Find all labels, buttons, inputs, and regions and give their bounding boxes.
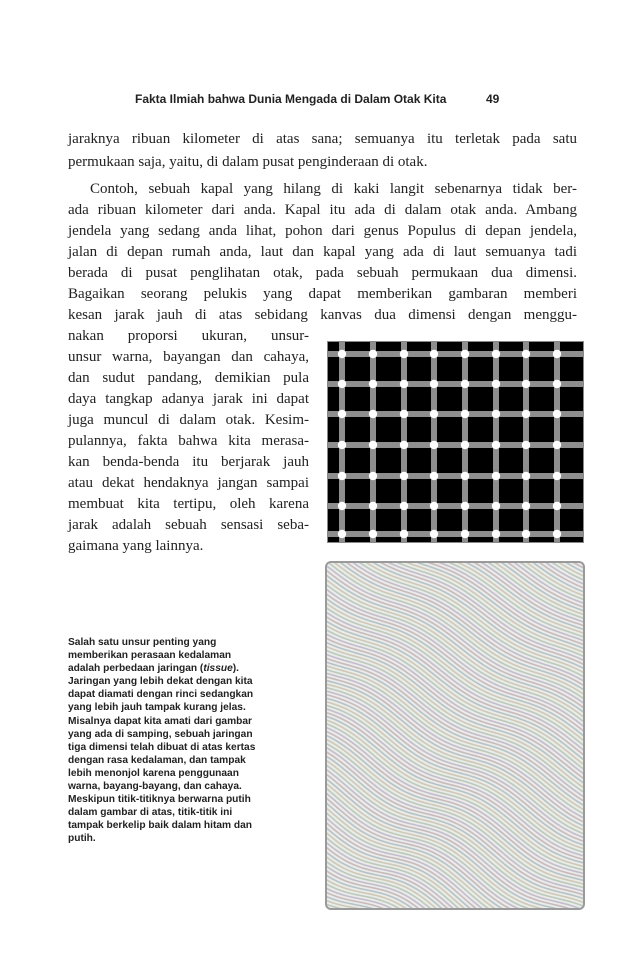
grid-dot: [492, 441, 500, 449]
body-line: gaimana yang lainnya.: [68, 538, 204, 554]
body-line: juga muncul di dalam otak. Kesim-: [68, 412, 309, 428]
body-line: atau dekat hendaknya jangan sampai: [68, 475, 309, 491]
grid-dot: [430, 380, 438, 388]
caption-line: Jaringan yang lebih dekat dengan kita: [68, 676, 253, 688]
body-line: nakan proporsi ukuran, unsur-: [68, 328, 309, 344]
grid-dot: [553, 380, 561, 388]
body-line: daya tangkap adanya jarak ini dapat: [68, 391, 309, 407]
grid-dot: [553, 350, 561, 358]
body-line: jarak adalah sebuah sensasi seba-: [68, 517, 309, 533]
grid-dot: [338, 502, 346, 510]
body-line: unsur warna, bayangan dan cahaya,: [68, 349, 309, 365]
grid-dot: [461, 350, 469, 358]
grid-dot: [522, 350, 530, 358]
caption-line: memberikan perasaan kedalaman: [68, 650, 232, 662]
grid-dot: [522, 530, 530, 538]
grid-illusion-graphic: [328, 342, 583, 542]
caption-line: warna, bayang-bayang, dan cahaya.: [68, 781, 242, 793]
grid-horizontal-line: [328, 473, 583, 479]
grid-dot: [338, 350, 346, 358]
grid-dot: [400, 472, 408, 480]
grid-dot: [492, 472, 500, 480]
header-title: Fakta Ilmiah bahwa Dunia Mengada di Dalam Otak Kita: [135, 92, 447, 106]
grid-dot: [430, 441, 438, 449]
wave-texture-graphic: [327, 563, 583, 908]
grid-dot: [492, 380, 500, 388]
wave-stroke: [327, 674, 583, 826]
body-line: berada di pusat penglihatan otak, pada sebuah permukaan dua dimensi.: [68, 265, 577, 281]
page-number: 49: [486, 92, 500, 106]
grid-dot: [492, 410, 500, 418]
grid-dot: [400, 380, 408, 388]
caption-text: adalah perbedaan jaringan (: [68, 663, 204, 675]
caption-line: dapat diamati dengan rinci sedangkan: [68, 689, 254, 701]
grid-dot: [430, 410, 438, 418]
grid-dot: [369, 350, 377, 358]
caption-line: dalam gambar di atas, titik-titik ini: [68, 807, 233, 819]
grid-dot: [461, 380, 469, 388]
caption-line: Salah satu unsur penting yang: [68, 637, 217, 648]
caption-line: Meskipun titik-titiknya berwarna putih: [68, 794, 251, 806]
caption-line: [68, 662, 290, 675]
grid-dot: [522, 441, 530, 449]
body-line: membuat kita tertipu, oleh karena: [68, 496, 309, 512]
grid-dot: [553, 530, 561, 538]
grid-dot: [553, 502, 561, 510]
body-line: jendela yang sedang anda lihat, pohon dari genus Populus di depan jendela,: [68, 223, 577, 239]
grid-dot: [553, 441, 561, 449]
body-line: permukaan saja, yaitu, di dalam pusat penginderaan di otak.: [68, 154, 428, 170]
grid-dot: [338, 380, 346, 388]
wave-stroke: [327, 670, 583, 822]
caption-line: tiga dimensi telah dibuat di atas kertas: [68, 741, 256, 753]
grid-horizontal-line: [328, 411, 583, 417]
grid-dot: [461, 441, 469, 449]
grid-dot: [369, 472, 377, 480]
body-line: jaraknya ribuan kilometer di atas sana; semuanya itu terletak pada satu: [68, 131, 577, 147]
grid-dot: [553, 472, 561, 480]
body-line: kesan jarak jauh di atas sebidang kanvas dua dimensi dengan menggu-: [68, 307, 577, 323]
grid-dot: [338, 410, 346, 418]
body-line: Contoh, sebuah kapal yang hilang di kaki langit sebenarnya tidak ber-: [90, 181, 577, 197]
grid-horizontal-line: [328, 503, 583, 509]
caption-line: yang ada di samping, sebuah jaringan: [68, 728, 253, 740]
grid-dot: [369, 410, 377, 418]
grid-dot: [461, 502, 469, 510]
grid-horizontal-line: [328, 442, 583, 448]
body-line: ada ribuan kilometer dari anda. Kapal itu ada di dalam otak anda. Ambang: [68, 202, 577, 218]
grid-dot: [338, 441, 346, 449]
grid-dot: [400, 410, 408, 418]
grid-dot: [522, 472, 530, 480]
caption-line: Misalnya dapat kita amati dari gambar: [68, 715, 253, 727]
grid-dot: [338, 472, 346, 480]
caption-italic-term: tissue: [203, 663, 233, 675]
grid-dot: [430, 530, 438, 538]
caption-line: tampak berkelip baik dalam hitam dan: [68, 820, 253, 832]
caption-line: dengan rasa kedalaman, dan tampak: [68, 754, 246, 766]
caption-line: putih.: [68, 833, 96, 845]
grid-dot: [338, 530, 346, 538]
caption-text: ).: [232, 663, 239, 675]
grid-dot: [522, 380, 530, 388]
body-line: dan sudut pandang, demikian pula: [68, 370, 309, 386]
grid-dot: [400, 441, 408, 449]
grid-dot: [522, 502, 530, 510]
grid-illusion-figure: [327, 341, 584, 543]
grid-dot: [492, 350, 500, 358]
wave-stroke: [327, 568, 583, 720]
grid-dot: [492, 502, 500, 510]
grid-dot: [400, 350, 408, 358]
grid-dot: [461, 410, 469, 418]
grid-horizontal-line: [328, 351, 583, 357]
grid-dot: [522, 410, 530, 418]
grid-dot: [369, 441, 377, 449]
caption-line: lebih menonjol karena penggunaan: [68, 767, 239, 779]
grid-dot: [400, 502, 408, 510]
grid-dot: [461, 472, 469, 480]
grid-dot: [430, 502, 438, 510]
grid-dot: [492, 530, 500, 538]
grid-dot: [369, 502, 377, 510]
wave-texture-figure: [325, 561, 585, 910]
grid-dot: [369, 530, 377, 538]
body-line: jalan di depan rumah anda, laut dan kapal yang ada di laut semuanya tadi: [68, 244, 577, 260]
grid-horizontal-line: [328, 531, 583, 537]
figure-caption: [68, 636, 290, 846]
body-line: Bagaikan seorang pelukis yang dapat memberikan gambaran memberi: [68, 286, 577, 302]
grid-dot: [553, 410, 561, 418]
running-header: [0, 92, 638, 112]
grid-dot: [400, 530, 408, 538]
grid-dot: [430, 472, 438, 480]
body-line: pulannya, fakta bahwa kita merasa-: [68, 433, 309, 449]
grid-dot: [461, 530, 469, 538]
grid-dot: [369, 380, 377, 388]
grid-horizontal-line: [328, 381, 583, 387]
body-line: kan benda-benda itu berjarak jauh: [68, 454, 309, 470]
grid-dot: [430, 350, 438, 358]
caption-line: yang lebih jauh tampak kurang jelas.: [68, 702, 246, 714]
